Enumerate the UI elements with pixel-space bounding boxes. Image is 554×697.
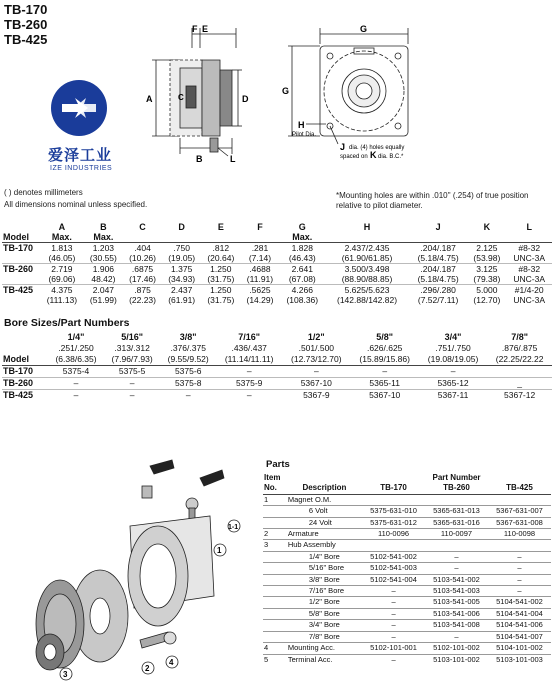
cell: 5103-101-002 [425, 654, 488, 665]
cell: – [362, 654, 425, 665]
callout-4: 4 [169, 658, 174, 667]
parts-h-no: No. [263, 483, 287, 494]
callout-1: 1 [217, 546, 222, 555]
table-row [263, 654, 551, 665]
bore-size: 1/4" [67, 332, 85, 342]
dimensions-table [2, 222, 552, 305]
cell: 3.125 [467, 264, 506, 275]
table-row [2, 390, 552, 402]
cell [362, 494, 425, 505]
cell: 1.906 [84, 264, 123, 275]
cell: (61.90/61.85) [341, 253, 393, 263]
side-view-drawing [140, 24, 270, 172]
table-row [263, 608, 551, 619]
cell: – [48, 390, 104, 402]
bore-in: .626/.625 [366, 343, 403, 353]
row-model: TB-170 [2, 243, 40, 254]
cell [488, 540, 551, 551]
cell: 1.203 [84, 243, 123, 254]
table-row [263, 574, 551, 585]
cell: 5375-8 [160, 378, 216, 390]
cell: 1/2" Bore [287, 597, 362, 608]
dim-label-l: L [230, 154, 236, 164]
brand-name-cn: 爱泽工业 [48, 147, 113, 164]
bore-mm: (12.73/12.70) [291, 354, 342, 364]
cell: 5367-10 [351, 390, 419, 402]
cell: 5102-101-001 [362, 643, 425, 654]
dim-label-a: A [146, 94, 153, 104]
callout-3: 3 [63, 670, 68, 679]
cell: 5102-541-003 [362, 563, 425, 574]
cell: 5365-631-013 [425, 506, 488, 517]
parts-h-part-number: Part Number [432, 473, 481, 482]
cell: 5375-4 [48, 366, 104, 378]
cell: – [48, 378, 104, 390]
table-row [263, 540, 551, 551]
col-letter-f: F [257, 222, 263, 232]
table-row [263, 551, 551, 562]
dim-label-h: H [298, 120, 305, 130]
cell: – [488, 563, 551, 574]
cell: 3.500/3.498 [325, 264, 409, 275]
cell: (30.55) [89, 253, 117, 263]
cell: – [425, 563, 488, 574]
brand-name-en: IZE INDUSTRIES [50, 165, 113, 172]
cell: 7/8" Bore [287, 631, 362, 642]
cell: 5103-541-005 [425, 597, 488, 608]
cell: 5103-541-003 [425, 586, 488, 597]
table-row [2, 264, 552, 275]
cell: 3/8" Bore [287, 574, 362, 585]
col-letter-h: H [363, 222, 371, 232]
cell: (53.98) [473, 253, 501, 263]
cell: .812 [201, 243, 240, 254]
cell: 5367-9 [282, 390, 350, 402]
bore-mm: (19.08/19.05) [427, 354, 479, 364]
cell: UNC-3A [513, 295, 546, 305]
k-note: dia. B.C.* [378, 154, 404, 160]
cell: 1.375 [162, 264, 201, 275]
bore-mm: (6.38/6.35) [55, 354, 97, 364]
parts-title: Parts [266, 459, 290, 470]
cell: Magnet O.M. [287, 494, 332, 504]
cell: 1.250 [201, 264, 240, 275]
cell: (31.75) [207, 295, 235, 305]
bore-in: .751/.750 [435, 343, 471, 353]
cell: (12.70) [473, 295, 501, 305]
col-letter-g: G [298, 222, 306, 232]
parts-h-model: TB-170 [362, 483, 425, 494]
cell: (22.23) [129, 295, 156, 305]
col-letter-d: D [178, 222, 185, 232]
cell: 7/16" Bore [287, 586, 362, 597]
cell: – [104, 390, 160, 402]
row-model: TB-260 [2, 378, 48, 390]
cell: .281 [240, 243, 279, 254]
cell: 5375-9 [216, 378, 282, 390]
table-row [263, 494, 551, 505]
bore-mm: (11.14/11.11) [224, 354, 274, 364]
row-model: TB-425 [2, 390, 48, 402]
cell: 1/4" Bore [287, 551, 362, 562]
title-tb260: TB-260 [4, 17, 48, 32]
cell: – [216, 390, 282, 402]
cell: (5.18/4.75) [417, 253, 459, 263]
dim-label-d: D [242, 94, 249, 104]
cell: (17.46) [129, 274, 156, 284]
cell: 1.250 [201, 285, 240, 296]
cell: – [351, 366, 419, 378]
title-tb425: TB-425 [4, 32, 48, 47]
dim-label-b: B [196, 154, 203, 164]
cell: UNC-3A [513, 253, 546, 263]
cell: 3/4" Bore [287, 620, 362, 631]
cell [263, 506, 287, 517]
cell: (11.91) [246, 274, 274, 284]
cell: .4688 [240, 264, 279, 275]
cell: 5104-541-006 [488, 620, 551, 631]
cell: – [160, 390, 216, 402]
bore-in: .376/.375 [170, 343, 206, 353]
model-header: Model [3, 232, 29, 242]
bore-size: 1/2" [307, 332, 325, 342]
dim-label-g-top: G [360, 24, 368, 34]
cell: 2.641 [280, 264, 326, 275]
cell: 2 [263, 529, 287, 540]
cell: 3 [263, 540, 287, 551]
cell: 4.375 [40, 285, 84, 296]
bore-mm: (7.96/7.93) [111, 354, 153, 364]
exploded-view-drawing [10, 456, 260, 692]
cell: 48.42) [91, 274, 116, 284]
bore-size: 3/4" [444, 332, 462, 342]
cell: 2.437 [162, 285, 201, 296]
col-letter-k: K [483, 222, 491, 232]
front-view-drawing [280, 24, 430, 172]
bore-mm: (15.89/15.86) [359, 354, 410, 364]
dim-label-k: K [370, 150, 377, 160]
cell: 5102-541-002 [362, 551, 425, 562]
callout-2: 2 [145, 664, 150, 673]
cell: (19.05) [168, 253, 196, 263]
row-model: TB-425 [2, 285, 40, 296]
cell: 5.000 [467, 285, 506, 296]
dim-label-f: F [192, 24, 198, 34]
table-row [263, 643, 551, 654]
cell: Hub Assembly [287, 540, 362, 551]
bore-model-header: Model [3, 354, 29, 364]
cell: 5367-631-008 [488, 517, 551, 528]
cell: – [425, 551, 488, 562]
cell: 5103-101-003 [488, 654, 551, 665]
cell: 2.437/2.435 [325, 243, 409, 254]
j-note-1: dia. (4) holes equally [349, 145, 405, 151]
cell: .204/.187 [409, 243, 467, 254]
cell: .296/.280 [409, 285, 467, 296]
cell: (5.18/4.75) [417, 274, 459, 284]
cell: (34.93) [168, 274, 196, 284]
bore-mm: (9.55/9.52) [167, 354, 209, 364]
cell: – [282, 366, 350, 378]
cell: 5 [263, 654, 287, 665]
table-row [2, 285, 552, 296]
cell: 2.719 [40, 264, 84, 275]
cell: (69.06) [48, 274, 76, 284]
table-row [263, 586, 551, 597]
cell: .750 [162, 243, 201, 254]
cell: .404 [123, 243, 162, 254]
bore-size: 7/16" [238, 332, 261, 342]
table-row [263, 563, 551, 574]
cell: 5367-11 [419, 390, 487, 402]
table-row [263, 529, 551, 540]
cell: 5375-6 [160, 366, 216, 378]
dim-label-j: J [340, 142, 346, 152]
note-mm: ( ) denotes millimeters [4, 188, 83, 197]
col-sub-g: Max. [292, 232, 313, 242]
bore-table [2, 332, 552, 401]
cell: – [216, 366, 282, 378]
cell: 4 [263, 643, 287, 654]
table-row [263, 597, 551, 608]
cell [263, 586, 287, 597]
row-model: TB-170 [2, 366, 48, 378]
bore-in: .251/.250 [58, 343, 94, 353]
cell: – [488, 551, 551, 562]
cell: 5375-631-010 [362, 506, 425, 517]
cell [425, 494, 488, 505]
cell: (51.99) [89, 295, 117, 305]
cell: (7.14) [248, 253, 272, 263]
bore-mm: (22.25/22.22 [495, 354, 544, 364]
cell: 4.266 [280, 285, 326, 296]
pilot-dia-label: Pilot Dia. [292, 132, 317, 138]
cell: (111.13) [46, 295, 78, 305]
cell: #8-32 [506, 243, 552, 254]
table-row [263, 506, 551, 517]
cell: 1.828 [280, 243, 326, 254]
cell: (88.90/88.85) [341, 274, 393, 284]
cell: – [362, 631, 425, 642]
cell: 2.047 [84, 285, 123, 296]
cell: – [425, 631, 488, 642]
cell: Terminal Acc. [287, 654, 362, 665]
cell: 5104-541-007 [488, 631, 551, 642]
model-titles [4, 2, 47, 47]
cell: 5/16" Bore [287, 563, 362, 574]
cell [263, 620, 287, 631]
bore-in: .313/.312 [114, 343, 150, 353]
cell: 2.125 [467, 243, 506, 254]
cell: #1/4-20 [506, 285, 552, 296]
cell: 5104-541-004 [488, 608, 551, 619]
col-letter-a: A [58, 222, 66, 232]
cell: 5/8" Bore [287, 608, 362, 619]
cell: (7.52/7.11) [417, 295, 459, 305]
note-nominal: All dimensions nominal unless specified. [4, 200, 148, 209]
cell: 5103-541-002 [425, 574, 488, 585]
dim-label-c: C [178, 93, 184, 102]
col-letter-l: L [526, 222, 532, 232]
cell [263, 608, 287, 619]
cell: 5102-101-002 [425, 643, 488, 654]
table-row [2, 378, 552, 390]
cell: 5102-541-004 [362, 574, 425, 585]
bore-in: .876/.875 [501, 343, 538, 353]
cell: (67.08) [288, 274, 316, 284]
cell: UNC-3A [513, 274, 546, 284]
cell: (14.29) [246, 295, 274, 305]
cell: – [362, 608, 425, 619]
cell: 1.813 [40, 243, 84, 254]
cell: 5104-541-002 [488, 597, 551, 608]
table-row [2, 366, 552, 378]
cell: – [362, 620, 425, 631]
parts-h-desc: Description [287, 483, 362, 494]
parts-table [263, 473, 551, 665]
dim-label-g-side: G [282, 86, 290, 96]
cell: 1 [264, 494, 269, 504]
cell [263, 551, 287, 562]
cell: .6875 [123, 264, 162, 275]
cell: (10.26) [129, 253, 156, 263]
row-model: TB-260 [2, 264, 40, 275]
note-mounting: *Mounting holes are within .010'' (.254) of true position relative to pilot diameter. [336, 191, 529, 210]
cell: 24 Volt [287, 517, 362, 528]
cell: 6 Volt [287, 506, 362, 517]
col-letter-j: J [435, 222, 441, 232]
cell [425, 540, 488, 551]
cell: (61.91) [168, 295, 196, 305]
cell: 5367-12 [487, 390, 552, 402]
cell: 5104-101-002 [488, 643, 551, 654]
cell [263, 517, 287, 528]
cell: – [488, 586, 551, 597]
dim-label-e: E [202, 24, 209, 34]
cell: 110-0098 [488, 529, 551, 540]
col-letter-b: B [100, 222, 107, 232]
bore-size: 3/8" [179, 332, 197, 342]
cell [488, 494, 551, 505]
cell: .204/.187 [409, 264, 467, 275]
table-row [263, 631, 551, 642]
cell: – [419, 366, 487, 378]
cell: (46.05) [48, 253, 76, 263]
cell: 5375-631-012 [362, 517, 425, 528]
cell: .875 [123, 285, 162, 296]
cell [263, 631, 287, 642]
cell: 5103-541-008 [425, 620, 488, 631]
table-row [2, 243, 552, 254]
cell: 5103-541-006 [425, 608, 488, 619]
cell: (46.43) [288, 253, 316, 263]
cell: .5625 [240, 285, 279, 296]
cell: #8-32 [506, 264, 552, 275]
cell: – [362, 597, 425, 608]
cell: 5.625/5.623 [325, 285, 409, 296]
col-letter-c: C [139, 222, 146, 232]
cell [263, 574, 287, 585]
cell: (108.36) [286, 295, 319, 305]
j-note-2: spaced on [340, 154, 368, 160]
title-tb170: TB-170 [4, 2, 48, 17]
cell [263, 597, 287, 608]
bore-in: .436/.437 [231, 343, 267, 353]
table-row [263, 620, 551, 631]
cell: (142.88/142.82) [337, 295, 398, 305]
cell: (79.38) [473, 274, 501, 284]
bore-size: 5/16" [121, 332, 144, 342]
bore-section-title: Bore Sizes/Part Numbers [4, 317, 130, 329]
parts-h-model: TB-260 [425, 483, 488, 494]
table-row [2, 253, 552, 264]
cell [263, 563, 287, 574]
cell: 5367-631-007 [488, 506, 551, 517]
cell: – [362, 586, 425, 597]
cell: 5375-5 [104, 366, 160, 378]
cell [487, 366, 552, 378]
cell: 5365-631-016 [425, 517, 488, 528]
bore-size: 7/8" [511, 332, 529, 342]
cell: 5365-11 [351, 378, 419, 390]
cell: 5367-10 [282, 378, 350, 390]
cell: (20.64) [207, 253, 235, 263]
parts-h-model: TB-425 [488, 483, 551, 494]
parts-h-item: Item [264, 473, 281, 482]
col-letter-e: E [217, 222, 224, 232]
cell: – [104, 378, 160, 390]
cell [362, 540, 425, 551]
cell: _ [487, 378, 552, 390]
col-sub-a: Max. [51, 232, 72, 242]
bore-size: 5/8" [376, 332, 394, 342]
brand-logo-icon [48, 78, 110, 138]
cell: 110-0096 [362, 529, 425, 540]
cell: Armature [287, 529, 362, 540]
table-row [2, 295, 552, 305]
cell: (31.75) [207, 274, 235, 284]
col-sub-b: Max. [93, 232, 114, 242]
cell: – [488, 574, 551, 585]
cell: 110-0097 [425, 529, 488, 540]
cell: 5365-12 [419, 378, 487, 390]
table-row [2, 274, 552, 285]
cell: Mounting Acc. [287, 643, 362, 654]
table-row [263, 517, 551, 528]
bore-in: .501/.500 [298, 343, 335, 353]
callout-1-1: 1-1 [228, 524, 239, 531]
